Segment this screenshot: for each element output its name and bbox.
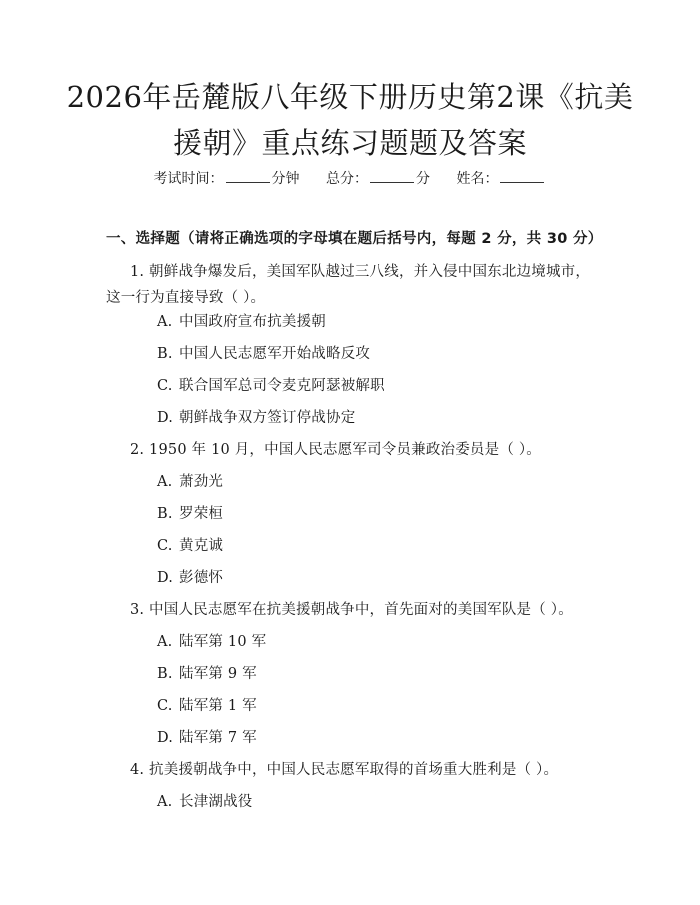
option-item [157,407,355,429]
option-letter: C. [157,378,173,394]
option-item [157,471,223,493]
option-item [157,375,385,397]
option-item [157,503,223,525]
title-line-1: 2026年岳麓版八年级下册历史第2课《抗美 [66,80,634,114]
option-item [157,311,326,333]
option-text: 萧劲光 [179,474,224,490]
option-letter: D. [157,570,174,586]
option-text: 罗荣桓 [179,506,224,522]
option-letter: A. [157,314,173,330]
option-item [157,791,253,813]
option-item [157,727,257,749]
option-letter: A. [157,474,173,490]
option-text: 陆军第 1 军 [179,698,257,714]
option-text: 陆军第 10 军 [179,634,267,650]
section-heading: 一、选择题（请将正确选项的字母填在题后括号内，每题 2 分，共 30 分） [106,231,603,247]
option-text: 黄克诚 [179,538,224,554]
exam-meta [0,168,700,189]
question-stem: 4. 抗美援朝战争中，中国人民志愿军取得的首场重大胜利是（ ）。 [130,762,559,778]
time-field [154,168,300,189]
option-item [157,695,257,717]
option-letter: D. [157,410,174,426]
option-item [157,631,266,653]
question-stem: 3. 中国人民志愿军在抗美援朝战争中，首先面对的美国军队是（ ）。 [130,602,573,618]
option-text: 朝鲜战争双方签订停战协定 [179,410,356,426]
name-label: 姓名： [456,171,499,187]
option-text: 陆军第 9 军 [179,666,257,682]
option-text: 联合国军总司令麦克阿瑟被解职 [179,378,385,394]
option-text: 中国政府宣布抗美援朝 [179,314,326,330]
page-title [60,74,640,166]
score-field [326,168,430,189]
option-letter: B. [157,346,173,362]
option-letter: B. [157,666,173,682]
option-item [157,535,223,557]
question-stem: 1. 朝鲜战争爆发后，美国军队越过三八线，并入侵中国东北边境城市，这一行为直接导致（ ）。 [106,264,591,306]
option-text: 长津湖战役 [179,794,253,810]
option-text: 中国人民志愿军开始战略反攻 [179,346,371,362]
option-item [157,343,370,365]
time-unit: 分钟 [271,171,300,187]
time-blank[interactable] [226,168,270,183]
name-field [456,168,546,189]
option-text: 彭德怀 [179,570,224,586]
option-text: 陆军第 7 军 [179,730,257,746]
question-stem: 2. 1950 年 10 月，中国人民志愿军司令员兼政治委员是（ ）。 [130,442,541,458]
option-letter: C. [157,698,173,714]
name-blank[interactable] [500,168,544,183]
option-letter: A. [157,634,173,650]
score-blank[interactable] [370,168,414,183]
option-item [157,567,223,589]
time-label: 考试时间： [153,171,224,187]
option-letter: C. [157,538,173,554]
score-label: 总分： [326,171,368,187]
score-unit: 分 [416,171,430,187]
title-line-2: 援朝》重点练习题题及答案 [172,126,527,160]
option-item [157,663,257,685]
option-letter: B. [157,506,173,522]
option-letter: A. [157,794,173,810]
option-letter: D. [157,730,174,746]
